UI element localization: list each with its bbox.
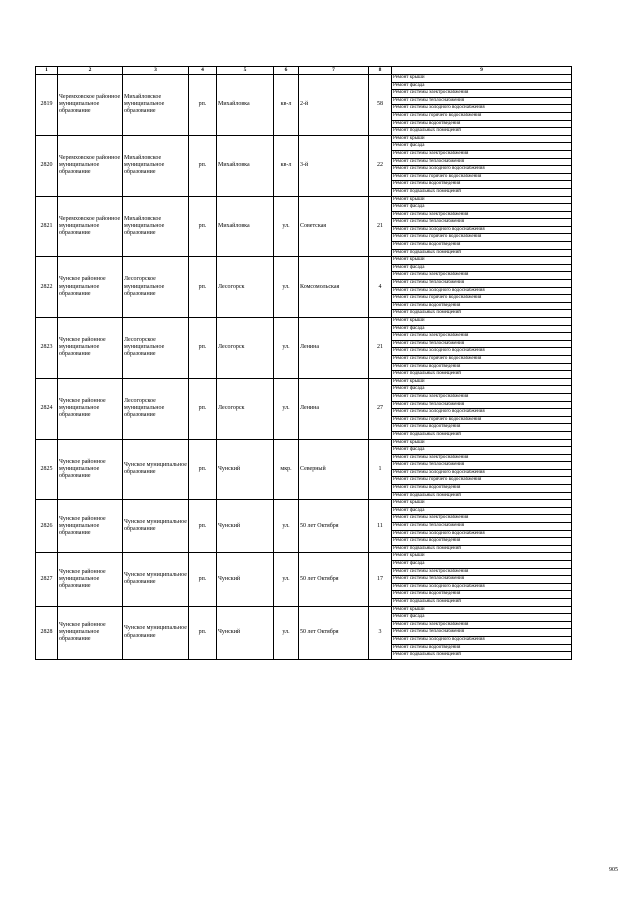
- settlement-name: Лесогорск: [217, 257, 274, 318]
- work-type-item: Ремонт крыши: [392, 257, 572, 265]
- table-row: [36, 378, 572, 386]
- house-number: 4: [369, 257, 392, 318]
- work-type-item: Ремонт системы электроснабжения: [392, 150, 572, 158]
- work-type-item: Ремонт крыши: [392, 439, 572, 447]
- settlement-name: Чунский: [217, 439, 274, 500]
- municipality-name: Чунское муниципальное образование: [123, 439, 189, 500]
- settlement-name: Лесогорск: [217, 318, 274, 379]
- work-type-item: Ремонт подвальных помещений: [392, 188, 572, 196]
- district-name: Чунское районное муниципальное образование: [58, 500, 123, 553]
- work-type-item: Ремонт системы электроснабжения: [392, 454, 572, 462]
- street-type: ул.: [274, 318, 299, 379]
- settlement-type: рп.: [189, 75, 217, 136]
- work-type-item: Ремонт системы горячего водоснабжения: [392, 355, 572, 363]
- work-type-item: Ремонт системы водоотведения: [392, 591, 572, 599]
- municipality-name: Чунское муниципальное образование: [123, 606, 189, 659]
- district-name: Чунское районное муниципальное образование: [58, 439, 123, 500]
- work-type-item: Ремонт крыши: [392, 135, 572, 143]
- work-type-item: Ремонт подвальных помещений: [392, 598, 572, 606]
- work-type-item: Ремонт крыши: [392, 196, 572, 204]
- work-type-item: Ремонт фасада: [392, 614, 572, 622]
- work-type-item: Ремонт системы холодного водоснабжения: [392, 409, 572, 417]
- house-number: 11: [369, 500, 392, 553]
- work-type-item: Ремонт системы теплоснабжения: [392, 576, 572, 584]
- work-type-item: Ремонт системы теплоснабжения: [392, 158, 572, 166]
- work-type-item: Ремонт системы горячего водоснабжения: [392, 477, 572, 485]
- work-type-item: Ремонт системы холодного водоснабжения: [392, 226, 572, 234]
- work-type-item: Ремонт системы холодного водоснабжения: [392, 287, 572, 295]
- house-number: 27: [369, 378, 392, 439]
- work-type-item: Ремонт системы теплоснабжения: [392, 629, 572, 637]
- page-number: 905: [609, 867, 618, 873]
- street-name: 50 лет Октября: [299, 606, 369, 659]
- work-type-item: Ремонт крыши: [392, 378, 572, 386]
- work-type-item: Ремонт системы электроснабжения: [392, 90, 572, 98]
- house-number: 21: [369, 318, 392, 379]
- header-cell-9: 9: [392, 67, 572, 75]
- settlement-name: Лесогорск: [217, 378, 274, 439]
- municipality-name: Михайловское муниципальное образование: [123, 75, 189, 136]
- work-type-item: Ремонт системы электроснабжения: [392, 515, 572, 523]
- header-cell-3: 3: [123, 67, 189, 75]
- work-type-item: Ремонт подвальных помещений: [392, 545, 572, 553]
- work-type-item: Ремонт крыши: [392, 318, 572, 326]
- work-type-item: Ремонт фасада: [392, 507, 572, 515]
- work-type-item: Ремонт крыши: [392, 75, 572, 83]
- record-number: 2823: [36, 318, 58, 379]
- street-type: мкр.: [274, 439, 299, 500]
- street-type: ул.: [274, 257, 299, 318]
- work-type-item: Ремонт системы теплоснабжения: [392, 97, 572, 105]
- work-type-item: Ремонт подвальных помещений: [392, 652, 572, 660]
- table-body: [36, 75, 572, 660]
- work-type-item: Ремонт системы холодного водоснабжения: [392, 166, 572, 174]
- table-row: [36, 135, 572, 143]
- municipality-name: Чунское муниципальное образование: [123, 553, 189, 606]
- record-number: 2820: [36, 135, 58, 196]
- work-type-item: Ремонт системы электроснабжения: [392, 568, 572, 576]
- street-type: ул.: [274, 606, 299, 659]
- street-name: 50 лет Октября: [299, 500, 369, 553]
- work-type-item: Ремонт системы теплоснабжения: [392, 523, 572, 531]
- record-number: 2828: [36, 606, 58, 659]
- work-type-item: Ремонт фасада: [392, 204, 572, 212]
- work-type-item: Ремонт системы холодного водоснабжения: [392, 348, 572, 356]
- work-type-item: Ремонт крыши: [392, 606, 572, 614]
- district-name: Чунское районное муниципальное образование: [58, 606, 123, 659]
- header-cell-4: 4: [189, 67, 217, 75]
- work-type-item: Ремонт системы теплоснабжения: [392, 219, 572, 227]
- work-type-item: Ремонт системы холодного водоснабжения: [392, 530, 572, 538]
- work-type-item: Ремонт фасада: [392, 561, 572, 569]
- record-number: 2826: [36, 500, 58, 553]
- work-type-item: Ремонт системы водоотведения: [392, 302, 572, 310]
- settlement-name: Михайловка: [217, 196, 274, 257]
- record-number: 2821: [36, 196, 58, 257]
- street-name: 2-й: [299, 75, 369, 136]
- table-row: [36, 318, 572, 326]
- settlement-type: рп.: [189, 378, 217, 439]
- work-type-item: Ремонт подвальных помещений: [392, 249, 572, 257]
- work-type-item: Ремонт системы электроснабжения: [392, 272, 572, 280]
- header-cell-6: 6: [274, 67, 299, 75]
- record-number: 2819: [36, 75, 58, 136]
- street-type: кв-л: [274, 75, 299, 136]
- table-row: [36, 196, 572, 204]
- header-row: [36, 67, 572, 75]
- street-name: Северный: [299, 439, 369, 500]
- work-type-item: Ремонт подвальных помещений: [392, 128, 572, 136]
- work-type-item: Ремонт системы горячего водоснабжения: [392, 234, 572, 242]
- district-name: Чунское районное муниципальное образование: [58, 378, 123, 439]
- work-type-item: Ремонт системы горячего водоснабжения: [392, 295, 572, 303]
- settlement-name: Михайловка: [217, 75, 274, 136]
- street-name: 50 лет Октября: [299, 553, 369, 606]
- street-type: ул.: [274, 553, 299, 606]
- work-type-item: Ремонт системы теплоснабжения: [392, 401, 572, 409]
- settlement-name: Чунский: [217, 553, 274, 606]
- work-type-item: Ремонт системы водоотведения: [392, 538, 572, 546]
- work-type-item: Ремонт системы электроснабжения: [392, 393, 572, 401]
- district-name: Черемховское районное муниципальное образование: [58, 135, 123, 196]
- table-row: [36, 75, 572, 83]
- district-name: Чунское районное муниципальное образование: [58, 257, 123, 318]
- work-type-item: Ремонт системы водоотведения: [392, 120, 572, 128]
- settlement-type: рп.: [189, 318, 217, 379]
- work-type-item: Ремонт подвальных помещений: [392, 431, 572, 439]
- work-type-item: Ремонт системы водоотведения: [392, 424, 572, 432]
- work-type-item: Ремонт системы горячего водоснабжения: [392, 173, 572, 181]
- work-type-item: Ремонт системы водоотведения: [392, 644, 572, 652]
- work-type-item: Ремонт системы горячего водоснабжения: [392, 416, 572, 424]
- work-type-item: Ремонт системы холодного водоснабжения: [392, 583, 572, 591]
- settlement-type: рп.: [189, 606, 217, 659]
- house-number: 1: [369, 439, 392, 500]
- work-type-item: Ремонт системы электроснабжения: [392, 621, 572, 629]
- work-type-item: Ремонт фасада: [392, 82, 572, 90]
- street-type: ул.: [274, 196, 299, 257]
- street-name: 3-й: [299, 135, 369, 196]
- work-type-item: Ремонт подвальных помещений: [392, 310, 572, 318]
- work-type-item: Ремонт системы теплоснабжения: [392, 462, 572, 470]
- work-type-item: Ремонт системы холодного водоснабжения: [392, 636, 572, 644]
- settlement-name: Чунский: [217, 606, 274, 659]
- table-row: [36, 553, 572, 561]
- header-cell-2: 2: [58, 67, 123, 75]
- settlement-type: рп.: [189, 257, 217, 318]
- record-number: 2824: [36, 378, 58, 439]
- settlement-name: Михайловка: [217, 135, 274, 196]
- record-number: 2827: [36, 553, 58, 606]
- repair-program-table: [35, 66, 572, 660]
- street-type: ул.: [274, 378, 299, 439]
- work-type-item: Ремонт системы водоотведения: [392, 242, 572, 250]
- work-type-item: Ремонт системы теплоснабжения: [392, 340, 572, 348]
- house-number: 21: [369, 196, 392, 257]
- street-name: Ленина: [299, 378, 369, 439]
- municipality-name: Лесогорское муниципальное образование: [123, 318, 189, 379]
- street-name: Комсомольская: [299, 257, 369, 318]
- settlement-name: Чунский: [217, 500, 274, 553]
- table-row: [36, 500, 572, 508]
- house-number: 17: [369, 553, 392, 606]
- settlement-type: рп.: [189, 135, 217, 196]
- work-type-item: Ремонт системы горячего водоснабжения: [392, 112, 572, 120]
- settlement-type: рп.: [189, 500, 217, 553]
- house-number: 3: [369, 606, 392, 659]
- street-type: кв-л: [274, 135, 299, 196]
- work-type-item: Ремонт крыши: [392, 553, 572, 561]
- work-type-item: Ремонт фасада: [392, 386, 572, 394]
- table-row: [36, 439, 572, 447]
- work-type-item: Ремонт фасада: [392, 143, 572, 151]
- district-name: Чунское районное муниципальное образование: [58, 553, 123, 606]
- municipality-name: Чунское муниципальное образование: [123, 500, 189, 553]
- work-type-item: Ремонт фасада: [392, 447, 572, 455]
- work-type-item: Ремонт системы теплоснабжения: [392, 280, 572, 288]
- district-name: Чунское районное муниципальное образование: [58, 318, 123, 379]
- settlement-type: рп.: [189, 439, 217, 500]
- work-type-item: Ремонт подвальных помещений: [392, 371, 572, 379]
- work-type-item: Ремонт системы водоотведения: [392, 363, 572, 371]
- municipality-name: Лесогорское муниципальное образование: [123, 257, 189, 318]
- street-type: ул.: [274, 500, 299, 553]
- header-cell-1: 1: [36, 67, 58, 75]
- settlement-type: рп.: [189, 553, 217, 606]
- work-type-item: Ремонт крыши: [392, 500, 572, 508]
- work-type-item: Ремонт системы электроснабжения: [392, 211, 572, 219]
- work-type-item: Ремонт фасада: [392, 264, 572, 272]
- street-name: Ленина: [299, 318, 369, 379]
- house-number: 22: [369, 135, 392, 196]
- header-cell-5: 5: [217, 67, 274, 75]
- header-cell-7: 7: [299, 67, 369, 75]
- municipality-name: Михайловское муниципальное образование: [123, 135, 189, 196]
- work-type-item: Ремонт подвальных помещений: [392, 492, 572, 500]
- work-type-item: Ремонт системы холодного водоснабжения: [392, 469, 572, 477]
- work-type-item: Ремонт системы водоотведения: [392, 181, 572, 189]
- table-row: [36, 606, 572, 614]
- table-row: [36, 257, 572, 265]
- record-number: 2822: [36, 257, 58, 318]
- municipality-name: Лесогорское муниципальное образование: [123, 378, 189, 439]
- street-name: Советская: [299, 196, 369, 257]
- house-number: 58: [369, 75, 392, 136]
- work-type-item: Ремонт системы холодного водоснабжения: [392, 105, 572, 113]
- work-type-item: Ремонт системы водоотведения: [392, 485, 572, 493]
- work-type-item: Ремонт системы электроснабжения: [392, 333, 572, 341]
- work-type-item: Ремонт фасада: [392, 325, 572, 333]
- record-number: 2825: [36, 439, 58, 500]
- settlement-type: рп.: [189, 196, 217, 257]
- municipality-name: Михайловское муниципальное образование: [123, 196, 189, 257]
- district-name: Черемховское районное муниципальное образование: [58, 75, 123, 136]
- header-cell-8: 8: [369, 67, 392, 75]
- district-name: Черемховское районное муниципальное образование: [58, 196, 123, 257]
